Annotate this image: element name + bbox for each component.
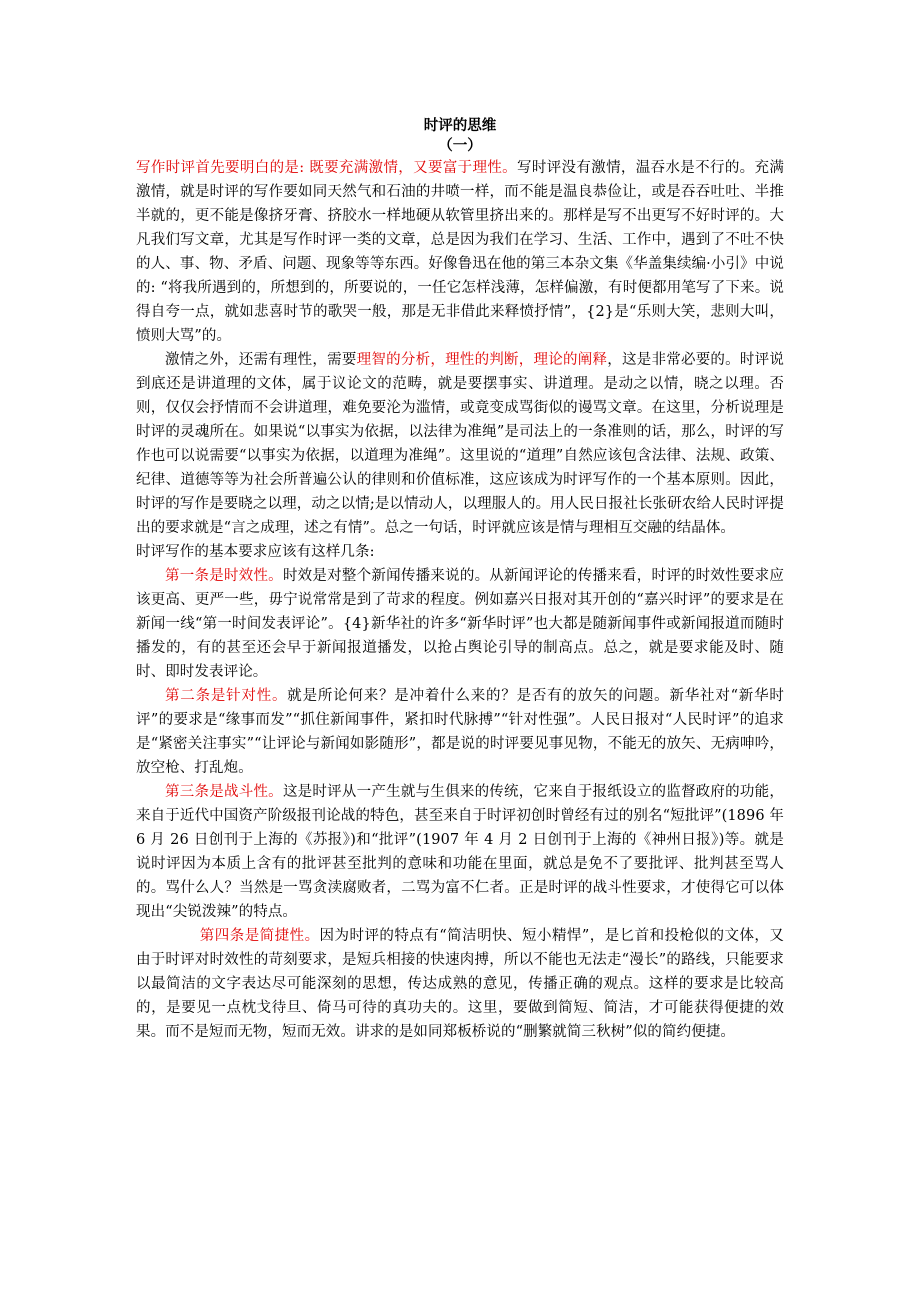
rule-2-heading: 第二条是针对性。	[165, 688, 288, 704]
document-page	[136, 116, 784, 1044]
paragraph-text: ，这是非常必要的。时评说到底还是讲道理的文体，属于议论文的范畴，就是要摆事实、讲道理。是动之以情，晓之以理。否则，仅仅会抒情而不会讲道理，难免要沦为滥情，或竟变成骂街似的谩骂文章。在这里，分析说理是时评的灵魂所在。如果说“以事实为依据，以法律为准绳”是司法上的一条准则的话，那么，时评的写作也可以说需要“以事实为依据，以道理为准绳”。这里说的“道理”自然应该包含法律、法规、政策、纪律、道德等等为社会所普遍公认的律则和价值标准，这应该成为时评写作的一个基本原则。因此，时评的写作是要晓之以理，动之以情;是以情动人，以理服人的。用人民日报社长张研农给人民时评提出的要求就是“言之成理，述之有情”。总之一句话，时评就应该是情与理相互交融的结晶体。	[136, 352, 785, 536]
rule-3-heading: 第三条是战斗性。	[165, 784, 283, 800]
rule-4-heading: 第四条是简捷性。	[199, 928, 320, 944]
paragraph-text: 因为时评的特点有“简洁明快、短小精悍”，是匕首和投枪似的文体，又由于时评对时效性的苛刻要求，是短兵相接的快速肉搏，所以不能也无法走“漫长”的路线，只能要求以最简洁的文字表达尽可能深刻的思想，传达成熟的意见，传播正确的观点。这样的要求是比较高的，是要见一点枕戈待旦、倚马可待的真功夫的。这里，要做到简短、简洁，才可能获得便捷的效果。而不是短而无物，短而无效。讲求的是如同郑板桥说的“删繁就简三秋树”似的简约便捷。	[136, 928, 784, 1040]
paragraph-rule-3	[136, 780, 784, 924]
document-title: 时评的思维	[423, 117, 497, 134]
highlight-thesis: 写作时评首先要明白的是: 既要充满激情，又要富于理性。	[136, 160, 518, 176]
section-number: （一）	[438, 137, 482, 154]
paragraph-text: 写时评没有激情，温吞水是不行的。充满激情，就是时评的写作要如同天然气和石油的井喷一样，而不能是温良恭俭让，或是吞吞吐吐、半推半就的，更不能是像挤牙膏、挤胶水一样地硬从软管里挤出来的。那样是写不出更写不好时评的。大凡我们写文章，尤其是写作时评一类的文章，总是因为我们在学习、生活、工作中，遇到了不吐不快的人、事、物、矛盾、问题、现象等等东西。好像鲁迅在他的第三本杂文集《华盖集续编·小引》中说的: “将我所遇到的，所想到的，所要说的，一任它怎样浅薄，怎样偏激，有时便都用笔写了下来。说得自夸一点，就如悲喜时节的歌哭一般，那是无非借此来释愤抒情”，{2}是“乐则大笑，悲则大叫，愤则大骂”的。	[136, 160, 784, 344]
highlight-reason: 理智的分析，理性的判断，理论的阐释	[356, 352, 608, 368]
paragraph-requirements-intro: 时评写作的基本要求应该有这样几条:	[136, 544, 375, 560]
rule-1-heading: 第一条是时效性。	[165, 568, 283, 584]
paragraph-prefix: 激情之外，还需有理性，需要	[165, 352, 357, 368]
paragraph-reason	[136, 348, 784, 540]
paragraph-rule-2	[136, 684, 784, 780]
paragraph-text: 就是所论何来？是冲着什么来的？是否有的放矢的问题。新华社对“新华时评”的要求是“缘事而发”“抓住新闻事件，紧扣时代脉搏”“针对性强”。人民日报对“人民时评”的追求是“紧密关注事实”“让评论与新闻如影随形”，都是说的时评要见事见物，不能无的放矢、无病呻吟，放空枪、打乱炮。	[136, 688, 784, 776]
paragraph-intro	[136, 156, 784, 348]
paragraph-text: 时效是对整个新闻传播来说的。从新闻评论的传播来看，时评的时效性要求应该更高、更严一些，毋宁说常常是到了苛求的程度。例如嘉兴日报对其开创的“嘉兴时评”的要求是在新闻一线“第一时间发表评论”。{4}新华社的许多“新华时评”也大都是随新闻事件或新闻报道而随时播发的，有的甚至还会早于新闻报道播发，以抢占舆论引导的制高点。总之，就是要求能及时、随时、即时发表评论。	[136, 568, 784, 680]
paragraph-rule-4	[136, 924, 784, 1044]
paragraph-text: 这是时评从一产生就与生俱来的传统，它来自于报纸设立的监督政府的功能，来自于近代中国资产阶级报刊论战的特色，甚至来自于时评初创时曾经有过的别名“短批评”(1896 年 6 月 26 日创刊于上海的《苏报》)和“批评”(1907 年 4 月 2 日创刊于上海的《神州日报》)等。就是说时评因为本质上含有的批评甚至批判的意味和功能在里面，就总是免不了要批评、批判甚至骂人的。骂什么人？当然是一骂贪渎腐败者，二骂为富不仁者。正是时评的战斗性要求，才使得它可以体现出“尖锐泼辣”的特点。	[136, 784, 784, 920]
paragraph-rule-1	[136, 564, 784, 684]
